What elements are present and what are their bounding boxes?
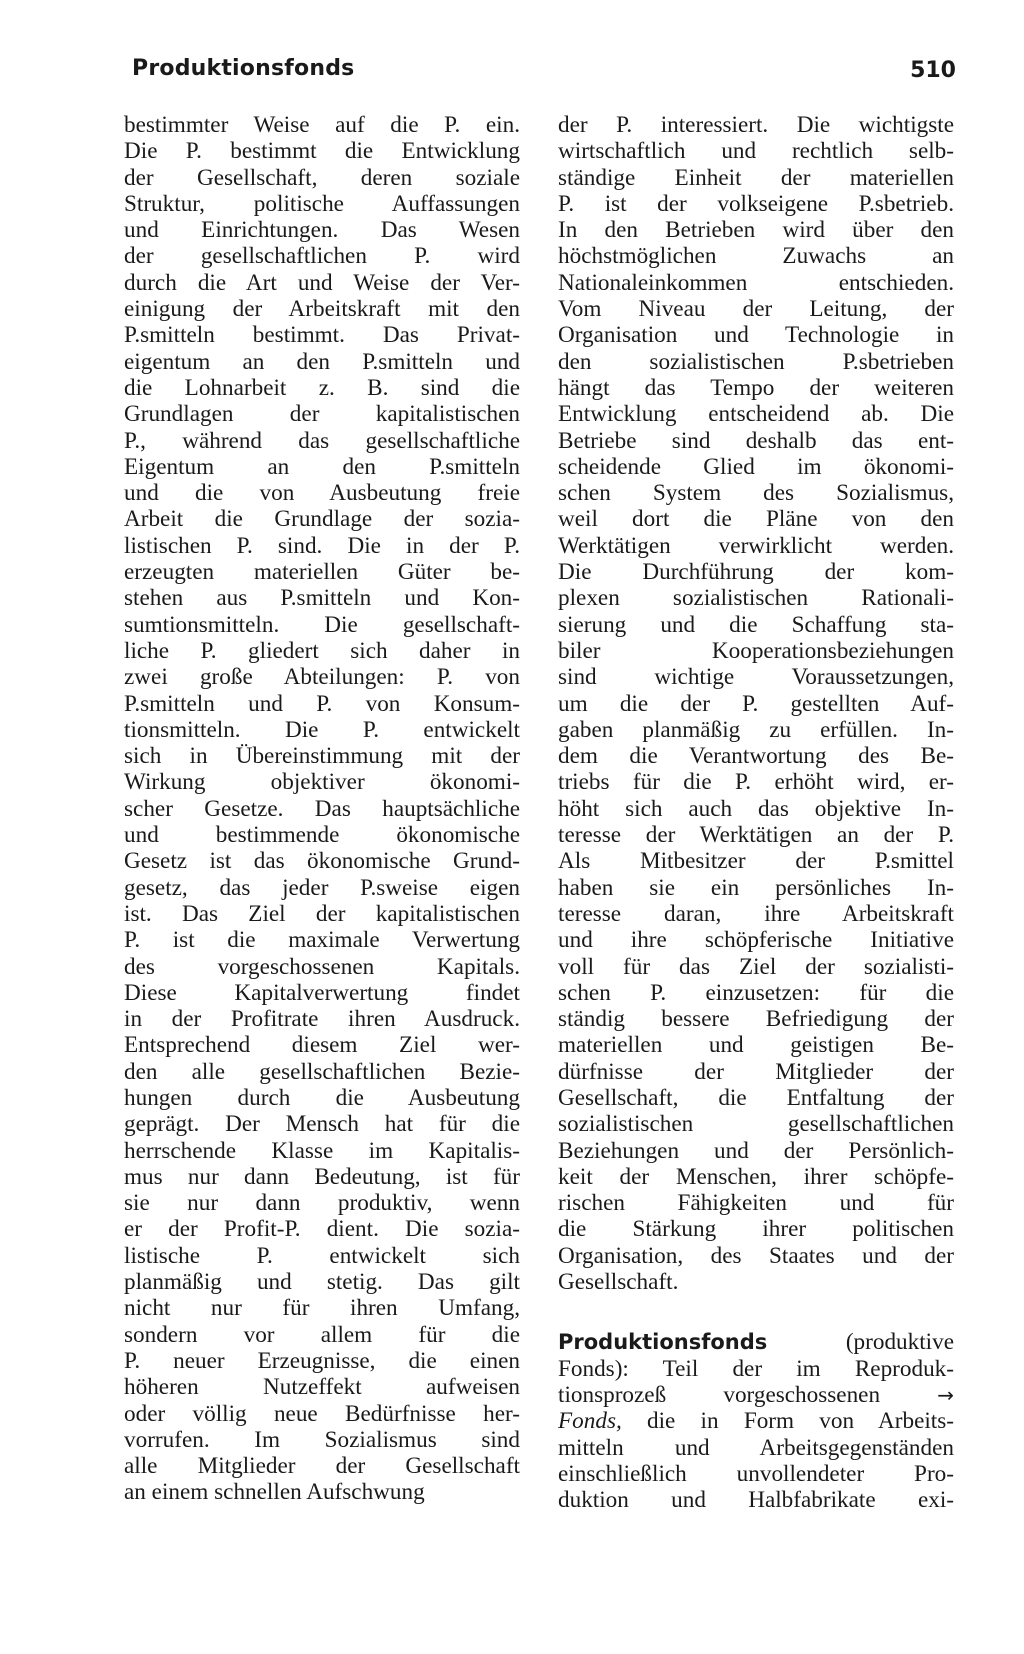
text-line: sie nur dann produktiv, wenn	[124, 1190, 520, 1217]
text-line: P. ist der volkseigene P.sbetrieb.	[558, 190, 954, 217]
text-line: höchstmöglichen Zuwachs an	[558, 243, 954, 270]
text-line: P. neuer Erzeugnisse, die einen	[124, 1347, 520, 1374]
text-line: ist. Das Ziel der kapitalistischen	[124, 900, 520, 927]
text-line: Die P. bestimmt die Entwicklung	[124, 138, 520, 165]
text-line: den alle gesellschaftlichen Bezie-	[124, 1058, 520, 1085]
text-line: bestimmter Weise auf die P. ein.	[124, 112, 520, 138]
text-line: Entsprechend diesem Ziel wer-	[124, 1032, 520, 1059]
text-line: die Lohnarbeit z. B. sind die	[124, 374, 520, 401]
text-line: tionsmitteln. Die P. entwickelt	[124, 716, 520, 743]
text-line: vorrufen. Im Sozialismus sind	[124, 1426, 520, 1453]
text-line: der P. interessiert. Die wichtigste	[558, 112, 954, 138]
text-line: schen System des Sozialismus,	[558, 480, 954, 507]
text-line: sich in Übereinstimmung mit der	[124, 743, 520, 770]
entry-line: Fonds): Teil der im Reproduk-	[558, 1355, 954, 1382]
text-line: alle Mitglieder der Gesellschaft	[124, 1453, 520, 1480]
page-header	[132, 56, 956, 92]
text-line: Die Durchführung der kom-	[558, 559, 954, 586]
text-line: höht sich auch das objektive In-	[558, 795, 954, 822]
running-head: Produktionsfonds	[132, 56, 355, 81]
text-line: und ihre schöpferische Initiative	[558, 927, 954, 954]
text-line: mus nur dann Bedeutung, ist für	[124, 1163, 520, 1190]
text-line: durch die Art und Weise der Ver-	[124, 269, 520, 296]
text-line: nicht nur für ihren Umfang,	[124, 1295, 520, 1322]
entry-line: mitteln und Arbeitsgegenständen	[558, 1434, 954, 1461]
text-line: an einem schnellen Aufschwung	[124, 1479, 425, 1506]
text-line: stehen aus P.smitteln und Kon-	[124, 585, 520, 612]
text-line: und bestimmende ökonomische	[124, 822, 520, 849]
text-line: keit der Menschen, ihrer schöpfe-	[558, 1163, 954, 1190]
entry-headword: Produktionsfonds	[558, 1330, 768, 1355]
text-line: sozialistischen gesellschaftlichen	[558, 1111, 954, 1138]
text-line: um die der P. gestellten Auf-	[558, 690, 954, 717]
text-line: planmäßig und stetig. Das gilt	[124, 1269, 520, 1296]
text-line: In den Betrieben wird über den	[558, 217, 954, 244]
text-line: Betriebe sind deshalb das ent-	[558, 427, 954, 454]
text-line: geprägt. Der Mensch hat für die	[124, 1111, 520, 1138]
text-line: Organisation, des Staates und der	[558, 1242, 954, 1269]
text-line: Nationaleinkommen entschieden.	[558, 269, 954, 296]
entry-line	[558, 1329, 954, 1355]
text-line: triebs für die P. erhöht wird, er-	[558, 769, 954, 796]
text-line: und Einrichtungen. Das Wesen	[124, 217, 520, 244]
text-line: Eigentum an den P.smitteln	[124, 453, 520, 480]
text-line: Gesellschaft.	[558, 1269, 679, 1296]
text-line: eigentum an den P.smitteln und	[124, 348, 520, 375]
right-column-continued-text	[558, 112, 954, 1295]
text-line: zwei große Abteilungen: P. von	[124, 664, 520, 691]
text-line: des vorgeschossenen Kapitals.	[124, 953, 520, 980]
text-line: Entwicklung entscheidend ab. Die	[558, 401, 954, 428]
text-line: Struktur, politische Auffassungen	[124, 190, 520, 217]
text-line: ständig bessere Befriedigung der	[558, 1006, 954, 1033]
text-line: gaben planmäßig zu erfüllen. In-	[558, 716, 954, 743]
text-line: hungen durch die Ausbeutung	[124, 1084, 520, 1111]
text-line: haben sie ein persönliches In-	[558, 874, 954, 901]
text-line: höheren Nutzeffekt aufweisen	[124, 1374, 520, 1401]
entry-line: duktion und Halbfabrikate exi-	[558, 1487, 954, 1514]
text-line: Wirkung objektiver ökonomi-	[124, 769, 520, 796]
text-line: scher Gesetze. Das hauptsächliche	[124, 795, 520, 822]
text-line: hängt das Tempo der weiteren	[558, 374, 954, 401]
text-line: Diese Kapitalverwertung findet	[124, 979, 520, 1006]
text-line: er der Profit-P. dient. Die sozia-	[124, 1216, 520, 1243]
dictionary-entry-produktionsfonds	[558, 1329, 954, 1513]
text-line: materiellen und geistigen Be-	[558, 1032, 954, 1059]
entry-text: (produktive	[845, 1329, 954, 1356]
text-line: Gesetz ist das ökonomische Grund-	[124, 848, 520, 875]
text-line: scheidende Glied im ökonomi-	[558, 453, 954, 480]
text-line: und die von Ausbeutung freie	[124, 480, 520, 507]
text-line: wirtschaftlich und rechtlich selb-	[558, 138, 954, 165]
text-line: plexen sozialistischen Rationali-	[558, 585, 954, 612]
cross-reference-link[interactable]: Fonds,	[558, 1408, 622, 1435]
entry-line: einschließlich unvollendeter Pro-	[558, 1460, 954, 1487]
text-line: listischen P. sind. Die in der P.	[124, 532, 520, 559]
text-line: dem die Verantwortung des Be-	[558, 743, 954, 770]
text-line: den sozialistischen P.sbetrieben	[558, 348, 954, 375]
text-line: gesetz, das jeder P.sweise eigen	[124, 874, 520, 901]
page-number: 510	[910, 58, 956, 83]
left-column	[124, 112, 520, 1506]
text-line: die Stärkung ihrer politischen	[558, 1216, 954, 1243]
text-line: biler Kooperationsbeziehungen	[558, 637, 954, 664]
text-line: der Gesellschaft, deren soziale	[124, 164, 520, 191]
entry-line	[558, 1382, 954, 1408]
text-line: Grundlagen der kapitalistischen	[124, 401, 520, 428]
text-line: oder völlig neue Bedürfnisse her-	[124, 1400, 520, 1427]
text-line: voll für das Ziel der sozialisti-	[558, 953, 954, 980]
text-line: Vom Niveau der Leitung, der	[558, 296, 954, 323]
entry-spacing	[558, 1295, 954, 1329]
text-line: teresse daran, ihre Arbeitskraft	[558, 900, 954, 927]
text-line: herrschende Klasse im Kapitalis-	[124, 1137, 520, 1164]
entry-text: die in Form von Arbeits-	[647, 1408, 954, 1435]
text-line: erzeugten materiellen Güter be-	[124, 559, 520, 586]
text-line: rischen Fähigkeiten und für	[558, 1190, 954, 1217]
text-line: P., während das gesellschaftliche	[124, 427, 520, 454]
entry-text: tionsprozeß vorgeschossenen	[558, 1381, 881, 1408]
right-column	[558, 112, 954, 1513]
text-line: Werktätigen verwirklicht werden.	[558, 532, 954, 559]
entry-line	[558, 1408, 954, 1434]
cross-reference-arrow-icon: →	[937, 1382, 954, 1407]
text-line: dürfnisse der Mitglieder der	[558, 1058, 954, 1085]
text-line: Als Mitbesitzer der P.smittel	[558, 848, 954, 875]
text-line: P.smitteln bestimmt. Das Privat-	[124, 322, 520, 349]
text-line: in der Profitrate ihren Ausdruck.	[124, 1006, 520, 1033]
text-line: sumtionsmitteln. Die gesellschaft-	[124, 611, 520, 638]
text-line: einigung der Arbeitskraft mit den	[124, 296, 520, 323]
text-line: listische P. entwickelt sich	[124, 1242, 520, 1269]
text-line: Organisation und Technologie in	[558, 322, 954, 349]
text-line: sierung und die Schaffung sta-	[558, 611, 954, 638]
text-line: ständige Einheit der materiellen	[558, 164, 954, 191]
text-line: Arbeit die Grundlage der sozia-	[124, 506, 520, 533]
text-line: sind wichtige Voraussetzungen,	[558, 664, 954, 691]
text-line: P.smitteln und P. von Konsum-	[124, 690, 520, 717]
text-line: schen P. einzusetzen: für die	[558, 979, 954, 1006]
text-line: liche P. gliedert sich daher in	[124, 637, 520, 664]
text-line: P. ist die maximale Verwertung	[124, 927, 520, 954]
text-line: der gesellschaftlichen P. wird	[124, 243, 520, 270]
text-line: sondern vor allem für die	[124, 1321, 520, 1348]
text-line: teresse der Werktätigen an der P.	[558, 822, 954, 849]
text-line: weil dort die Pläne von den	[558, 506, 954, 533]
text-line: Gesellschaft, die Entfaltung der	[558, 1084, 954, 1111]
text-line: Beziehungen und der Persönlich-	[558, 1137, 954, 1164]
